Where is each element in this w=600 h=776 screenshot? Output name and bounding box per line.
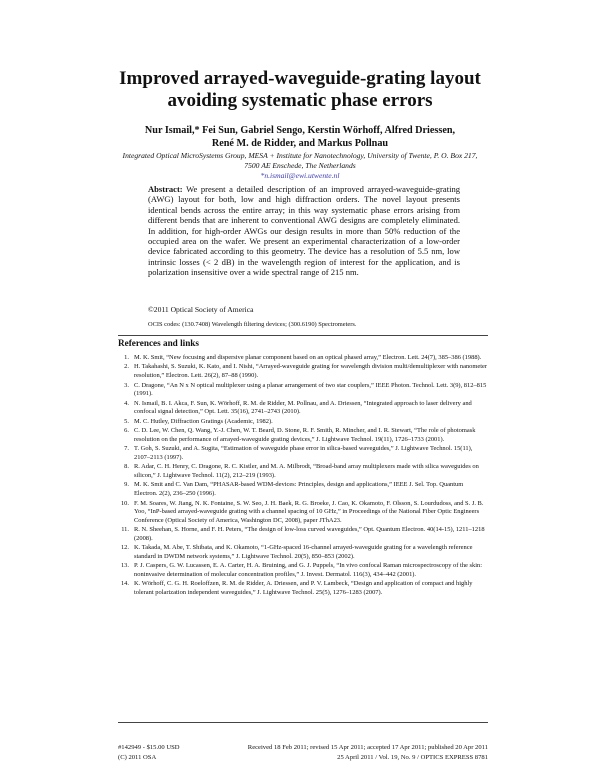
references-heading: References and links bbox=[118, 338, 199, 348]
reference-number: 9. bbox=[124, 481, 129, 489]
author-list bbox=[60, 124, 540, 150]
affiliation-line-2: 7500 AE Enschede, The Netherlands bbox=[244, 161, 356, 170]
reference-number: 2. bbox=[124, 363, 129, 371]
reference-text: N. Ismail, B. I. Akca, F. Sun, K. Wörhoff, R. M. de Ridder, M. Pollnau, and A. Driessen, “Integrated approach to laser delivery and confocal signal detection,” Opt. Lett. 35(16), 2741–2743 (2010). bbox=[134, 399, 472, 416]
reference-text: M. C. Hutley, Diffraction Gratings (Academic, 1982). bbox=[134, 417, 273, 425]
reference-number: 12. bbox=[120, 544, 129, 552]
reference-item bbox=[118, 363, 488, 380]
reference-item bbox=[118, 544, 488, 561]
reference-text: K. Wörhoff, C. G. H. Roeloffzen, R. M. de Ridder, A. Driessen, and P. V. Lambeck, “Design and application of compact and highly tolerant polarization independent waveguides,” J. Lightwave Technol. 25(5), 1276–1283 (2007). bbox=[134, 580, 473, 597]
ocis-codes: OCIS codes: (130.7408) Wavelength filtering devices; (300.6190) Spectrometers. bbox=[148, 321, 357, 328]
reference-item bbox=[118, 400, 488, 417]
reference-text: T. Goh, S. Suzuki, and A. Sugita, “Estimation of waveguide phase error in silica-based waveguides,” J. Lightwave Technol. 15(11), 2107–2113 (1997). bbox=[134, 445, 473, 461]
footer-line-1 bbox=[118, 743, 488, 752]
corresponding-email[interactable]: *n.ismail@ewi.utwente.nl bbox=[260, 171, 340, 180]
reference-item bbox=[118, 427, 488, 444]
footer-article-id: #142949 - $15.00 USD bbox=[118, 744, 180, 751]
reference-number: 3. bbox=[124, 381, 129, 389]
affiliation bbox=[20, 151, 580, 181]
abstract-text: We present a detailed description of an improved arrayed-waveguide-grating (AWG) layout for both, low and high diffraction orders. The novel layout presents identical bends across the entire array; in this way systematic phase errors arising from different bends that are inherent to conventional AWG designs are completely eliminated. In addition, for high-order AWGs our design results in more than 50% reduction of the occupied area on the wafer. We present an experimental characterization of a low-order device fabricated according to this geometry. The device has a resolution of 5.5 nm, low intrinsic losses (< 2 dB) in the wavelength region of interest for the application, and is polarization insensitive over a wide spectral range of 215 nm. bbox=[148, 184, 460, 278]
divider-bottom bbox=[118, 722, 488, 723]
authors-line-2: René M. de Ridder, and Markus Pollnau bbox=[211, 138, 389, 149]
reference-number: 7. bbox=[124, 445, 129, 453]
reference-text: M. K. Smit, “New focusing and dispersive planar component based on an optical phased array,” Electron. Lett. 24(7), 385–386 (1988). bbox=[134, 354, 482, 361]
reference-number: 14. bbox=[120, 580, 129, 588]
reference-text: R. N. Sheehan, S. Horne, and F. H. Peters, “The design of low-loss curved waveguides,” Opt. Quantum Electron. 40(14-15), 1211–1218 (2008). bbox=[134, 526, 485, 542]
footer-line-2 bbox=[118, 753, 488, 762]
reference-text: C. D. Lee, W. Chen, Q. Wang, Y.-J. Chen, W. T. Beard, D. Stone, R. F. Smith, R. Mincher, and I. R. Stewart, “The role of photomask resolution on the performance of arrayed-waveguide grating devices,” J. Lightwave Technol. 19(11), 1726–1733 (2001). bbox=[134, 427, 476, 443]
reference-number: 11. bbox=[121, 526, 129, 534]
footer-journal-citation: 25 April 2011 / Vol. 19, No. 9 / OPTICS EXPRESS 8781 bbox=[337, 754, 488, 761]
reference-item bbox=[118, 354, 488, 363]
reference-item bbox=[118, 500, 488, 526]
reference-text: C. Dragone, “An N x N optical multiplexer using a planar arrangement of two star couplers,” IEEE Photon. Technol. Lett. 3(9), 812–815 (1991). bbox=[134, 381, 487, 398]
authors-line-1: Nur Ismail,* Fei Sun, Gabriel Sengo, Kerstin Wörhoff, Alfred Driessen, bbox=[144, 125, 456, 136]
reference-item bbox=[118, 382, 488, 399]
abstract-label: Abstract: bbox=[148, 184, 183, 194]
reference-number: 5. bbox=[124, 417, 129, 425]
footer-dates: Received 18 Feb 2011; revised 15 Apr 2011; accepted 17 Apr 2011; published 20 Apr 2011 bbox=[247, 744, 488, 751]
reference-item bbox=[118, 580, 488, 597]
reference-item bbox=[118, 418, 488, 427]
reference-number: 4. bbox=[124, 399, 129, 407]
reference-item bbox=[118, 463, 488, 480]
reference-text: H. Takahashi, S. Suzuki, K. Kato, and I. Nishi, “Arrayed-waveguide grating for wavelength division multi/demultiplexer with nanometer resolution,” Electron. Lett. 26(2), 87–88 (1990). bbox=[134, 363, 488, 380]
reference-text: K. Takada, M. Abe, T. Shibata, and K. Okamoto, “1-GHz-spaced 16-channel arrayed-waveguide grating for a wavelength reference standard in DWDM network systems,” J. Lightwave Technol. 20(5), 850–853 (2002). bbox=[134, 544, 473, 560]
reference-text: P. J. Caspers, G. W. Lucassen, E. A. Carter, H. A. Bruining, and G. J. Puppels, “In vivo confocal Raman microspectroscopy of the skin: noninvasive determination of molecular concentration profiles,” J. Invest. Dermatol. 116(3), 434–442 (2001). bbox=[134, 562, 483, 578]
reference-number: 8. bbox=[124, 463, 129, 471]
reference-item bbox=[118, 481, 488, 498]
references-list bbox=[118, 354, 488, 599]
reference-text: R. Adar, C. H. Henry, C. Dragone, R. C. Kistler, and M. A. Milbrodt, “Broad-band array multiplexers made with silica waveguides on silicon,” J. Lightwave Technol. 11(2), 212–219 (1993). bbox=[134, 463, 479, 479]
reference-item bbox=[118, 445, 488, 462]
reference-item bbox=[118, 526, 488, 543]
reference-number: 1. bbox=[124, 354, 129, 361]
reference-number: 6. bbox=[124, 427, 129, 435]
reference-item bbox=[118, 562, 488, 579]
copyright-notice: ©2011 Optical Society of America bbox=[148, 305, 254, 314]
reference-text: M. K. Smit and C. Van Dam, “PHASAR-based WDM-devices: Principles, design and applications,” IEEE J. Sel. Top. Quantum Electron. 2(2), 236–250 (1996). bbox=[134, 481, 464, 498]
abstract bbox=[148, 184, 460, 278]
divider-top bbox=[118, 335, 488, 336]
paper-title bbox=[60, 68, 540, 112]
affiliation-line-1: Integrated Optical MicroSystems Group, MESA + Institute for Nanotechnology, University of Twente, P. O. Box 217, bbox=[122, 151, 478, 160]
reference-number: 13. bbox=[120, 562, 129, 570]
reference-text: F. M. Soares, W. Jiang, N. K. Fontaine, S. W. Seo, J. H. Baek, R. G. Broeke, J. Cao, K. Okamoto, F. Olsson, S. Lourdudoss, and S. J. B. Yoo, “InP-based arrayed-waveguide grating with a channel spacing of 10 GHz,” in Proceedings of the National Fiber Optic Engineers Conference (Optical Society of America, Washington DC, 2008), paper JThA23. bbox=[134, 499, 484, 524]
footer-copyright: (C) 2011 OSA bbox=[118, 754, 157, 761]
title-line-2: avoiding systematic phase errors bbox=[167, 90, 433, 111]
title-line-1: Improved arrayed-waveguide-grating layout bbox=[119, 68, 481, 89]
reference-number: 10. bbox=[120, 499, 129, 507]
